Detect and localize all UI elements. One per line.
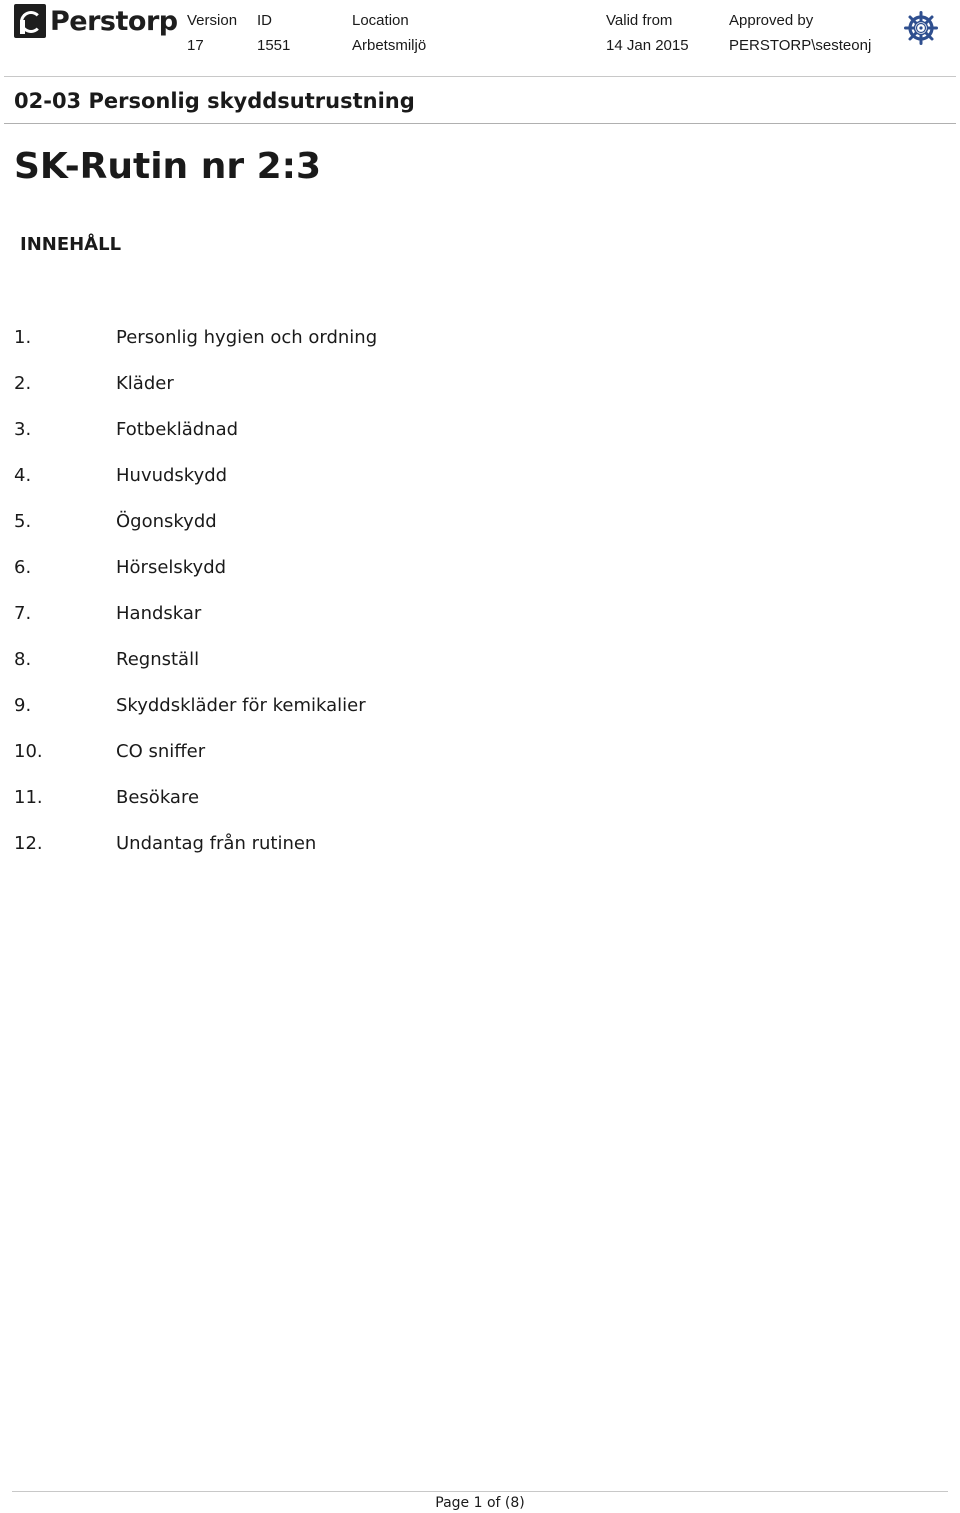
page-title: SK-Rutin nr 2:3 [14,146,322,187]
approved-by-field [729,8,871,58]
toc-item-label: Besökare [116,787,200,808]
id-value: 1551 [257,37,291,54]
location-value: Arbetsmiljö [352,37,427,54]
toc-item-label: Huvudskydd [116,465,228,486]
toc-item-label: Regnställ [116,649,200,670]
toc-item-number: 8. [14,649,32,670]
toc-item-label: Kläder [116,373,174,394]
toc-item-label: Skyddskläder för kemikalier [116,695,366,716]
toc-item-label: Undantag från rutinen [116,833,317,854]
page-number: Page 1 of (8) [435,1495,525,1511]
toc-item-number: 12. [14,833,43,854]
header-divider [4,76,956,77]
valid-from-value: 14 Jan 2015 [606,37,689,54]
version-field [187,8,237,58]
toc-item-number: 3. [14,419,32,440]
version-label: Version [187,12,238,29]
toc-item-label: Fotbeklädnad [116,419,239,440]
toc-item-5 [14,508,377,554]
valid-from-label: Valid from [606,12,673,29]
approved-by-label: Approved by [729,12,814,29]
table-of-contents [14,324,377,876]
toc-item-number: 11. [14,787,43,808]
toc-item-number: 9. [14,695,32,716]
version-value: 17 [187,37,204,54]
document-header [0,0,960,76]
toc-item-12 [14,830,377,876]
toc-item-4 [14,462,377,508]
ship-wheel-icon [904,11,938,45]
toc-item-number: 2. [14,373,32,394]
id-field [257,8,290,58]
toc-item-3 [14,416,377,462]
toc-item-number: 5. [14,511,32,532]
toc-item-label: Personlig hygien och ordning [116,327,378,348]
location-label: Location [352,12,409,29]
toc-item-label: Handskar [116,603,202,624]
toc-heading: INNEHÅLL [20,234,122,255]
perstorp-logo [14,3,178,39]
perstorp-logo-mark-icon [14,4,46,38]
toc-item-9 [14,692,377,738]
document-title: 02-03 Personlig skyddsutrustning [14,89,415,113]
valid-from-field [606,8,689,58]
title-divider [4,123,956,124]
logo-text: Perstorp [50,5,178,37]
toc-item-number: 7. [14,603,32,624]
toc-item-label: Hörselskydd [116,557,227,578]
toc-item-number: 6. [14,557,32,578]
toc-item-7 [14,600,377,646]
toc-item-11 [14,784,377,830]
location-field [352,8,426,58]
toc-item-6 [14,554,377,600]
toc-item-2 [14,370,377,416]
approved-by-value: PERSTORP\sesteonj [729,37,872,54]
id-label: ID [257,12,272,29]
toc-item-number: 10. [14,741,43,762]
toc-item-label: CO sniffer [116,741,206,762]
toc-item-1 [14,324,377,370]
toc-item-number: 4. [14,465,32,486]
footer-divider [12,1491,948,1492]
toc-item-number: 1. [14,327,32,348]
toc-item-10 [14,738,377,784]
toc-item-8 [14,646,377,692]
toc-item-label: Ögonskydd [116,511,217,532]
